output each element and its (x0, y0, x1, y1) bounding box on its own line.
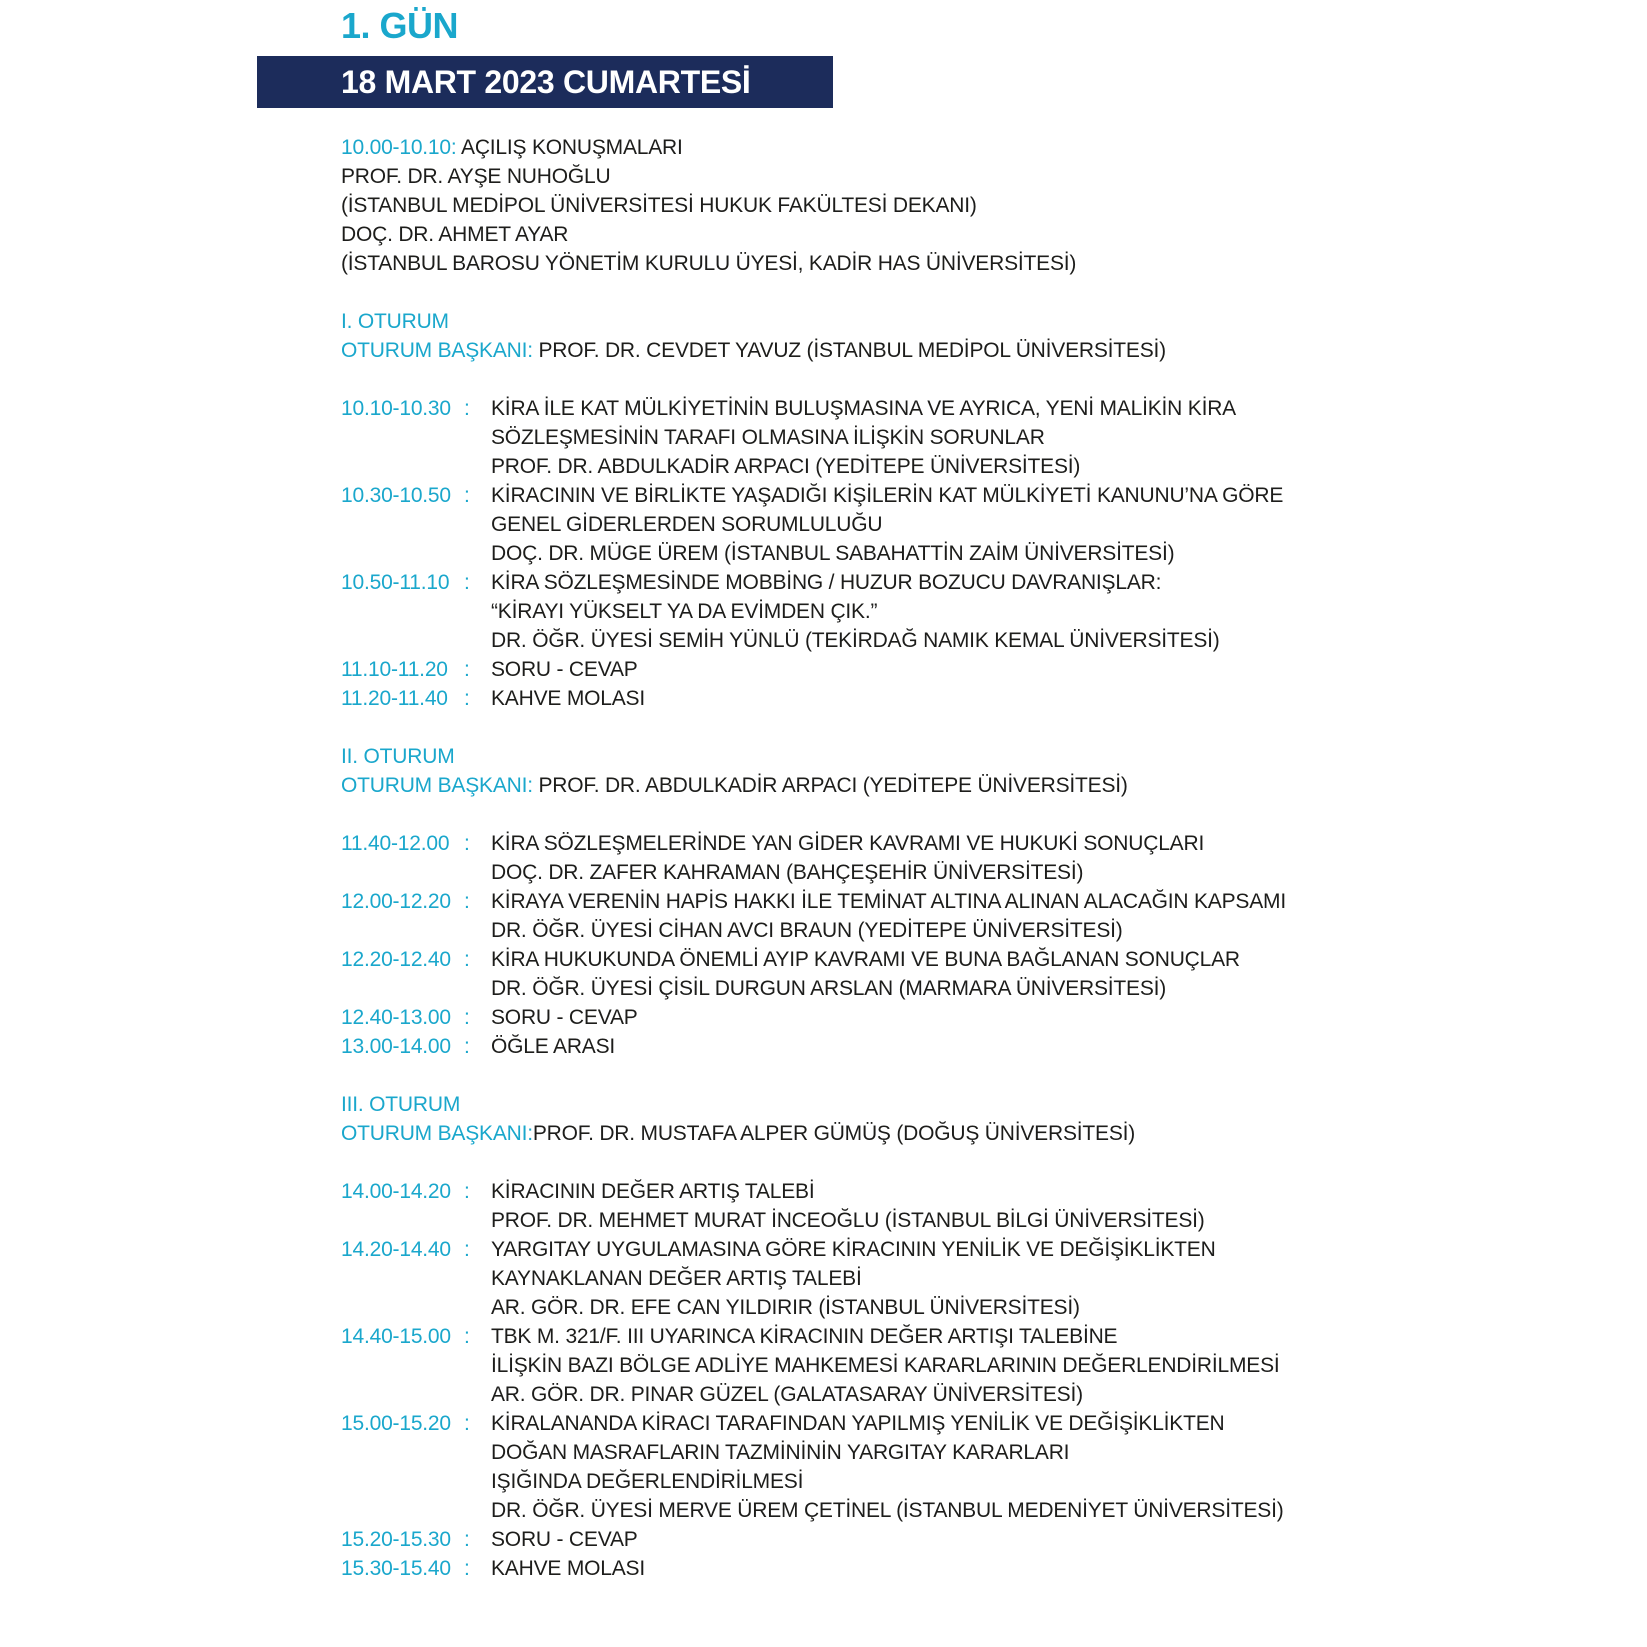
schedule-time: 12.20-12.40 (341, 948, 451, 971)
schedule-time: 12.40-13.00 (341, 1006, 451, 1029)
schedule-time: 15.20-15.30 (341, 1528, 451, 1551)
schedule-line: PROF. DR. MEHMET MURAT İNCEOĞLU (İSTANBUL BİLGİ ÜNİVERSİTESİ) (491, 1209, 1205, 1232)
schedule-line: DR. ÖĞR. ÜYESİ SEMİH YÜNLÜ (TEKİRDAĞ NAMIK KEMAL ÜNİVERSİTESİ) (491, 629, 1220, 652)
schedule-line: AR. GÖR. DR. PINAR GÜZEL (GALATASARAY ÜNİVERSİTESİ) (491, 1383, 1083, 1406)
session-2-title: II. OTURUM (341, 745, 455, 768)
schedule-colon: : (464, 832, 470, 855)
opening-affiliation-1: (İSTANBUL MEDİPOL ÜNİVERSİTESİ HUKUK FAKÜLTESİ DEKANI) (341, 194, 977, 217)
date-text: 18 MART 2023 CUMARTESİ (341, 64, 751, 100)
schedule-line: TBK M. 321/F. III UYARINCA KİRACININ DEĞER ARTIŞI TALEBİNE (491, 1325, 1118, 1348)
session-2-chair: PROF. DR. ABDULKADİR ARPACI (YEDİTEPE ÜNİVERSİTESİ) (532, 774, 1128, 797)
opening-title: AÇILIŞ KONUŞMALARI (461, 136, 683, 159)
schedule-line: SORU - CEVAP (491, 1006, 638, 1029)
schedule-colon: : (464, 1412, 470, 1435)
schedule-line: KİRA SÖZLEŞMELERİNDE YAN GİDER KAVRAMI VE HUKUKİ SONUÇLARI (491, 832, 1205, 855)
opening-speaker-1: PROF. DR. AYŞE NUHOĞLU (341, 165, 611, 188)
schedule-line: KİRAYA VERENİN HAPİS HAKKI İLE TEMİNAT ALTINA ALINAN ALACAĞIN KAPSAMI (491, 890, 1286, 913)
schedule-line: GENEL GİDERLERDEN SORUMLULUĞU (491, 513, 883, 536)
opening-speaker-2: DOÇ. DR. AHMET AYAR (341, 223, 569, 246)
date-banner (257, 56, 833, 108)
schedule-line: KİRA SÖZLEŞMESİNDE MOBBİNG / HUZUR BOZUCU DAVRANIŞLAR: (491, 571, 1162, 594)
schedule-line: KİRACININ DEĞER ARTIŞ TALEBİ (491, 1180, 815, 1203)
schedule-line: KAHVE MOLASI (491, 1557, 645, 1580)
schedule-colon: : (464, 571, 470, 594)
session-3-chair-label: OTURUM BAŞKANI: (341, 1122, 533, 1145)
schedule-line: SORU - CEVAP (491, 658, 638, 681)
schedule-time: 14.40-15.00 (341, 1325, 451, 1348)
schedule-colon: : (464, 1325, 470, 1348)
schedule-line: PROF. DR. ABDULKADİR ARPACI (YEDİTEPE ÜNİVERSİTESİ) (491, 455, 1081, 478)
schedule-line: İLİŞKİN BAZI BÖLGE ADLİYE MAHKEMESİ KARARLARININ DEĞERLENDİRİLMESİ (491, 1354, 1280, 1377)
schedule-line: KAYNAKLANAN DEĞER ARTIŞ TALEBİ (491, 1267, 862, 1290)
schedule-colon: : (464, 948, 470, 971)
schedule-colon: : (464, 890, 470, 913)
schedule-time: 11.40-12.00 (341, 832, 450, 855)
schedule-line: DR. ÖĞR. ÜYESİ MERVE ÜREM ÇETİNEL (İSTANBUL MEDENİYET ÜNİVERSİTESİ) (491, 1499, 1284, 1522)
schedule-time: 11.10-11.20 (341, 658, 448, 681)
schedule-line: AR. GÖR. DR. EFE CAN YILDIRIR (İSTANBUL ÜNİVERSİTESİ) (491, 1296, 1080, 1319)
schedule-line: IŞIĞINDA DEĞERLENDİRİLMESİ (491, 1470, 804, 1493)
schedule-colon: : (464, 1180, 470, 1203)
day-title: 1. GÜN (341, 5, 459, 46)
schedule-time: 15.30-15.40 (341, 1557, 451, 1580)
schedule-time: 12.00-12.20 (341, 890, 451, 913)
schedule-time: 13.00-14.00 (341, 1035, 451, 1058)
schedule-time: 10.50-11.10 (341, 571, 450, 594)
schedule-colon: : (464, 1006, 470, 1029)
session-2-chair-line (341, 773, 1128, 799)
schedule-time: 10.10-10.30 (341, 397, 451, 420)
schedule-time: 14.20-14.40 (341, 1238, 451, 1261)
opening-title-line (341, 135, 683, 161)
schedule-line: KİRA HUKUKUNDA ÖNEMLİ AYIP KAVRAMI VE BUNA BAĞLANAN SONUÇLAR (491, 948, 1240, 971)
schedule-line: KİRACININ VE BİRLİKTE YAŞADIĞI KİŞİLERİN KAT MÜLKİYETİ KANUNU’NA GÖRE (491, 484, 1284, 507)
schedule-line: KİRALANANDA KİRACI TARAFINDAN YAPILMIŞ YENİLİK VE DEĞİŞİKLİKTEN (491, 1412, 1225, 1435)
opening-affiliation-2: (İSTANBUL BAROSU YÖNETİM KURULU ÜYESİ, KADİR HAS ÜNİVERSİTESİ) (341, 252, 1077, 275)
schedule-line: DOÇ. DR. ZAFER KAHRAMAN (BAHÇEŞEHİR ÜNİVERSİTESİ) (491, 861, 1084, 884)
opening-time: 10.00-10.10: (341, 136, 457, 159)
schedule-line: DOÇ. DR. MÜGE ÜREM (İSTANBUL SABAHATTİN ZAİM ÜNİVERSİTESİ) (491, 542, 1175, 565)
schedule-colon: : (464, 1238, 470, 1261)
session-3-chair-line (341, 1121, 1135, 1147)
schedule-line: ÖĞLE ARASI (491, 1035, 616, 1058)
session-1-chair: PROF. DR. CEVDET YAVUZ (İSTANBUL MEDİPOL ÜNİVERSİTESİ) (532, 339, 1166, 362)
schedule-colon: : (464, 484, 470, 507)
schedule-line: KAHVE MOLASI (491, 687, 645, 710)
schedule-time: 14.00-14.20 (341, 1180, 451, 1203)
schedule-line: DR. ÖĞR. ÜYESİ CİHAN AVCI BRAUN (YEDİTEPE ÜNİVERSİTESİ) (491, 919, 1123, 942)
schedule-colon: : (464, 1528, 470, 1551)
session-1-chair-label: OTURUM BAŞKANI: (341, 339, 533, 362)
schedule-colon: : (464, 1557, 470, 1580)
session-1-chair-line (341, 338, 1166, 364)
session-2-chair-label: OTURUM BAŞKANI: (341, 774, 533, 797)
schedule-colon: : (464, 658, 470, 681)
schedule-colon: : (464, 687, 470, 710)
schedule-line: YARGITAY UYGULAMASINA GÖRE KİRACININ YENİLİK VE DEĞİŞİKLİKTEN (491, 1238, 1216, 1261)
schedule-colon: : (464, 1035, 470, 1058)
schedule-line: KİRA İLE KAT MÜLKİYETİNİN BULUŞMASINA VE AYRICA, YENİ MALİKİN KİRA (491, 397, 1236, 420)
schedule-line: SORU - CEVAP (491, 1528, 638, 1551)
schedule-line: “KİRAYI YÜKSELT YA DA EVİMDEN ÇIK.” (491, 600, 878, 623)
session-1-title: I. OTURUM (341, 310, 449, 333)
schedule-time: 11.20-11.40 (341, 687, 448, 710)
schedule-time: 10.30-10.50 (341, 484, 451, 507)
schedule-time: 15.00-15.20 (341, 1412, 451, 1435)
schedule-line: SÖZLEŞMESİNİN TARAFI OLMASINA İLİŞKİN SORUNLAR (491, 426, 1045, 449)
schedule-line: DOĞAN MASRAFLARIN TAZMİNİNİN YARGITAY KARARLARI (491, 1441, 1070, 1464)
schedule-line: DR. ÖĞR. ÜYESİ ÇİSİL DURGUN ARSLAN (MARMARA ÜNİVERSİTESİ) (491, 977, 1167, 1000)
schedule-colon: : (464, 397, 470, 420)
session-3-title: III. OTURUM (341, 1093, 461, 1116)
session-3-chair: PROF. DR. MUSTAFA ALPER GÜMÜŞ (DOĞUŞ ÜNİVERSİTESİ) (532, 1122, 1136, 1145)
